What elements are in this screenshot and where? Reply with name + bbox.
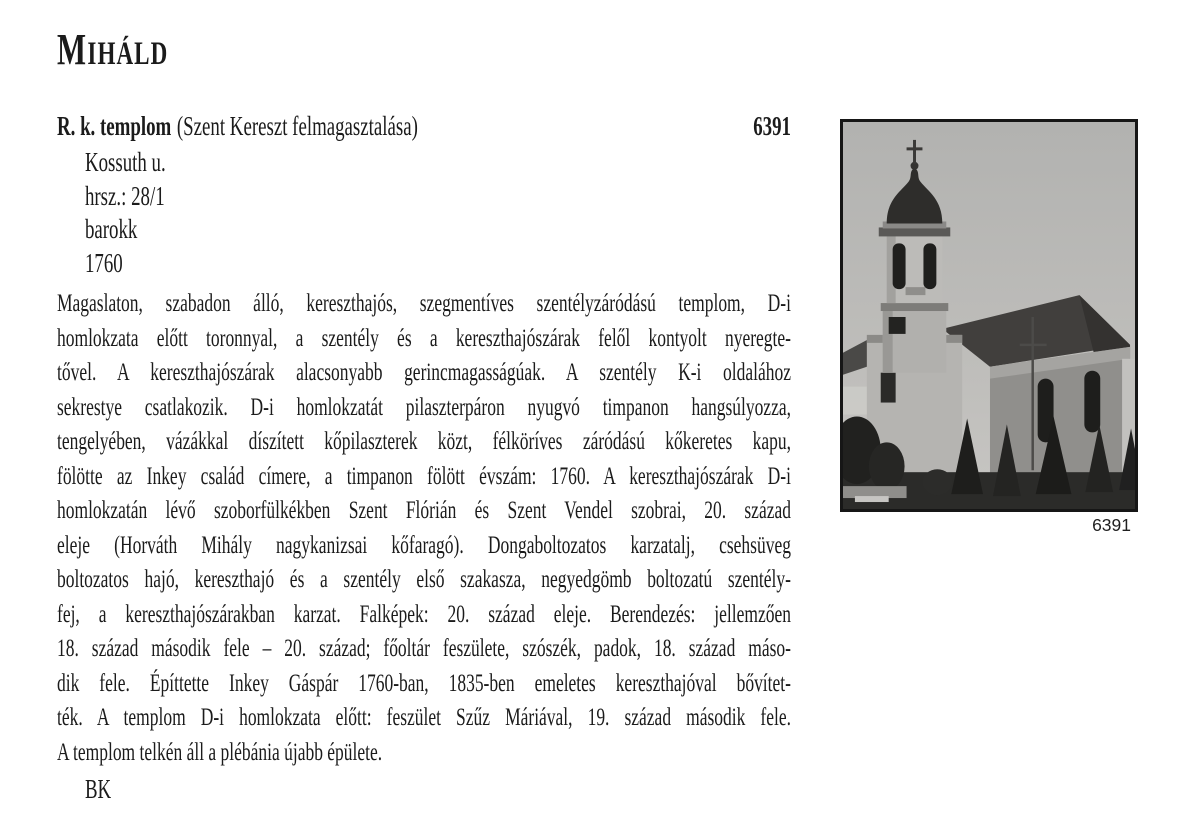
- bush: [869, 442, 905, 490]
- description-line: tengelyében, vázákkal díszített kőpilaszterek közt, félköríves záródású kőkeretes kapu,: [57, 428, 791, 455]
- church-photo-illustration: [843, 122, 1135, 509]
- facade-window: [881, 373, 896, 403]
- photo-caption: 6391: [1092, 515, 1131, 535]
- entry-dedication: (Szent Kereszt felmagasztalása): [176, 111, 418, 141]
- description-line: tővel. A kereszthajószárak alacsonyabb gerincmagasságúak. A szentély K-i oldalához: [57, 359, 791, 386]
- description-line: eleje (Horváth Mihály nagykanizsai kőfaragó). Dongaboltozatos karzatalj, csehsüveg: [57, 531, 791, 559]
- text-column: [57, 0, 791, 830]
- author-initials: BK: [84, 774, 112, 804]
- description-line: Magaslaton, szabadon álló, kereszthajós, szegmentíves szentélyzáródású templom, D-i: [57, 290, 791, 317]
- detail-street: Kossuth u.: [84, 147, 166, 177]
- description-line: homlokzatán lévő szoborfülkékben Szent Flórián és Szent Vendel szobrai, 20. század: [57, 497, 791, 524]
- church-photo: [840, 119, 1138, 512]
- entry-header: [57, 111, 791, 142]
- nave-window-2: [1084, 371, 1100, 433]
- entry-name: R. k. templom: [57, 111, 172, 141]
- description-line: homlokzata előtt toronnyal, a szentély és a kereszthajószárak felől kontyolt nyeregte-: [57, 324, 791, 352]
- place-title: MIHÁLD: [57, 25, 169, 74]
- description-line: 18. század második fele – 20. század; főoltár feszülete, szószék, padok, 18. század máso-: [57, 635, 791, 662]
- description-line: ték. A templom D-i homlokzata előtt: feszület Szűz Máriával, 19. század második fele.: [57, 704, 791, 731]
- entry-details: [85, 146, 166, 280]
- tower-window: [889, 317, 906, 334]
- description-line: A templom telkén áll a plébánia újabb épülete.: [57, 738, 383, 766]
- road-light: [855, 496, 889, 502]
- description-line: fej, a kereszthajószárakban karzat. Falképek: 20. század eleje. Berendezés: jellemzően: [57, 600, 791, 628]
- description-line: fölötte az Inkey család címere, a timpanon fölött évszám: 1760. A kereszthajószárak D-i: [57, 462, 791, 490]
- detail-style: barokk: [84, 214, 138, 244]
- bush: [922, 469, 952, 495]
- tower-band: [881, 303, 949, 311]
- entry-code: 6391: [753, 111, 791, 141]
- belfry-window-right: [923, 243, 936, 289]
- detail-year: 1760: [84, 247, 123, 278]
- belfry-window-left: [893, 243, 906, 289]
- belfry-ledge: [906, 287, 926, 295]
- entry-description: [57, 287, 791, 770]
- detail-parcel: hrsz.: 28/1: [84, 180, 165, 211]
- description-line: dik fele. Építtette Inkey Gáspár 1760-ban, 1835-ben emeletes kereszthajóval bővítet-: [57, 669, 791, 697]
- description-line: sekrestye csatlakozik. D-i homlokzatát pilaszterpáron nyugvó timpanon hangsúlyozza,: [57, 393, 791, 421]
- entry-title: [57, 111, 418, 142]
- dome-cornice: [879, 227, 951, 236]
- description-line: boltozatos hajó, kereszthajó és a szentély első szakasza, negyedgömb boltozatú szentély-: [57, 566, 791, 593]
